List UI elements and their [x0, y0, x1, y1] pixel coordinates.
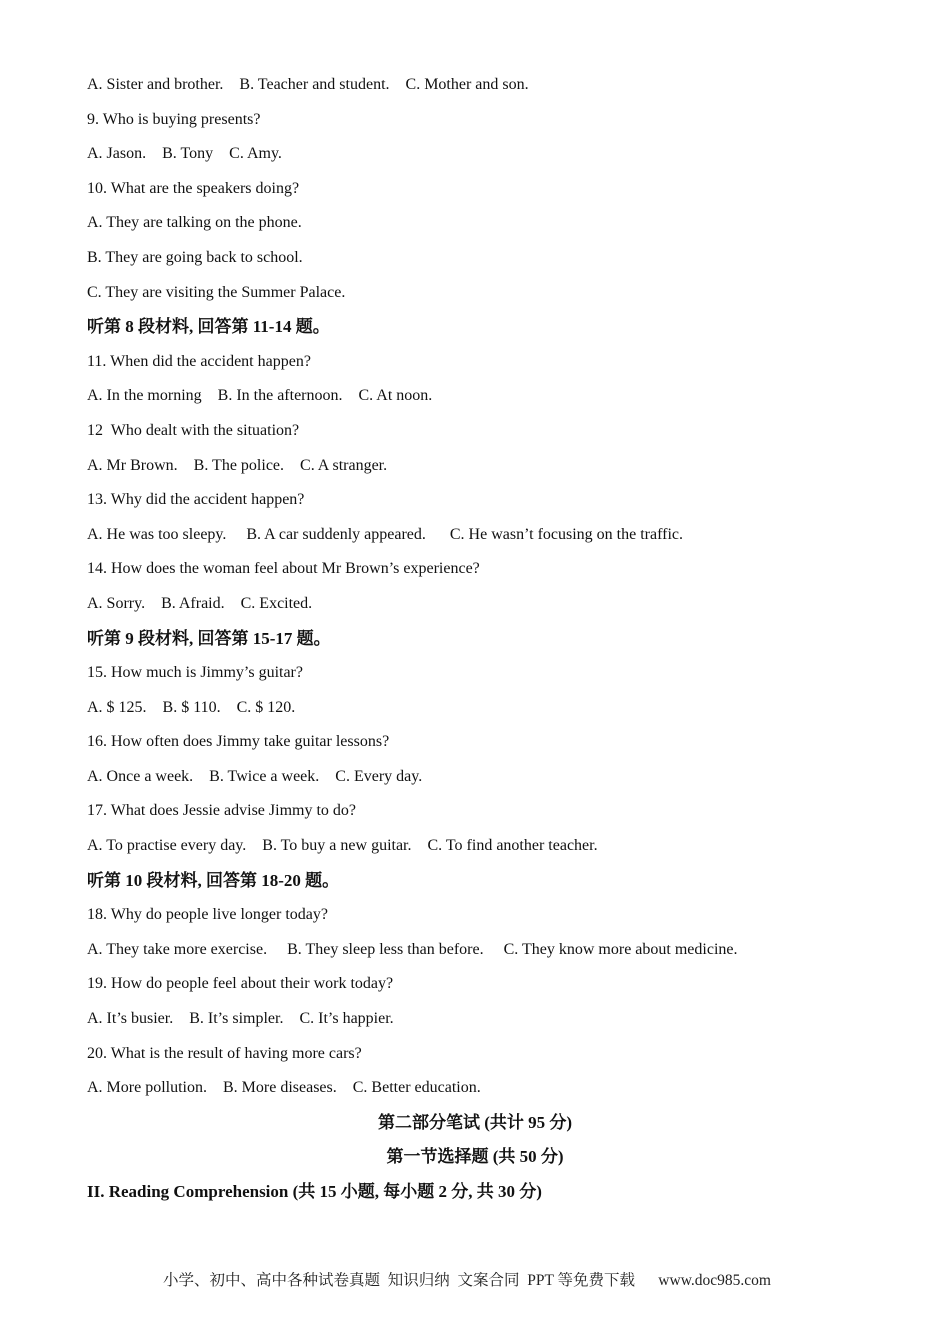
answer-options: A. Mr Brown. B. The police. C. A stranger. [87, 456, 388, 474]
answer-options: A. Jason. B. Tony C. Amy. [87, 145, 282, 163]
footer-text: 小学、初中、高中各种试卷真题 知识归纳 文案合同 PPT 等免费下载 www.doc985.com [163, 1272, 771, 1289]
answer-options: A. He was too sleepy. B. A car suddenly appeared. C. He wasn’t focusing on the traffic. [87, 525, 684, 543]
answer-options: A. Once a week. B. Twice a week. C. Every day. [87, 767, 423, 785]
section-heading: 听第 10 段材料, 回答第 18-20 题。 [87, 870, 340, 890]
section-heading: 听第 9 段材料, 回答第 15-17 题。 [87, 628, 331, 648]
question: 16. How often does Jimmy take guitar lessons? [87, 733, 390, 751]
answer-options: A. It’s busier. B. It’s simpler. C. It’s happier. [87, 1010, 394, 1028]
question: 13. Why did the accident happen? [87, 491, 305, 509]
question: 12 Who dealt with the situation? [87, 421, 300, 439]
answer-option: B. They are going back to school. [87, 248, 303, 266]
answer-option: C. They are visiting the Summer Palace. [87, 283, 346, 301]
question: 20. What is the result of having more cars? [87, 1044, 362, 1062]
part-title: 第二部分笔试 (共计 95 分) [377, 1112, 573, 1132]
question: 10. What are the speakers doing? [87, 179, 300, 197]
question: 11. When did the accident happen? [87, 352, 311, 370]
section-title: 第一节选择题 (共 50 分) [386, 1147, 564, 1167]
answer-options: A. $ 125. B. $ 110. C. $ 120. [87, 698, 296, 716]
reading-heading: II. Reading Comprehension (共 15 小题, 每小题 2 分, 共 30 分) [87, 1182, 542, 1201]
answer-options: A. Sorry. B. Afraid. C. Excited. [87, 594, 313, 612]
question: 17. What does Jessie advise Jimmy to do? [87, 802, 356, 820]
answer-options: A. To practise every day. B. To buy a new guitar. C. To find another teacher. [87, 837, 598, 855]
answer-options: A. More pollution. B. More diseases. C. Better education. [87, 1079, 481, 1097]
document-body [87, 68, 887, 1210]
question: 9. Who is buying presents? [87, 110, 261, 128]
section-heading: 听第 8 段材料, 回答第 11-14 题。 [87, 317, 330, 337]
answer-options: A. Sister and brother. B. Teacher and student. C. Mother and son. [87, 76, 529, 93]
answer-option: A. They are talking on the phone. [87, 214, 302, 232]
question: 19. How do people feel about their work today? [87, 975, 394, 993]
question: 15. How much is Jimmy’s guitar? [87, 664, 303, 682]
question: 14. How does the woman feel about Mr Brown’s experience? [87, 560, 480, 578]
answer-options: A. In the morning B. In the afternoon. C. At noon. [87, 387, 433, 405]
question: 18. Why do people live longer today? [87, 906, 328, 924]
answer-options: A. They take more exercise. B. They sleep less than before. C. They know more about medicine. [87, 940, 738, 958]
